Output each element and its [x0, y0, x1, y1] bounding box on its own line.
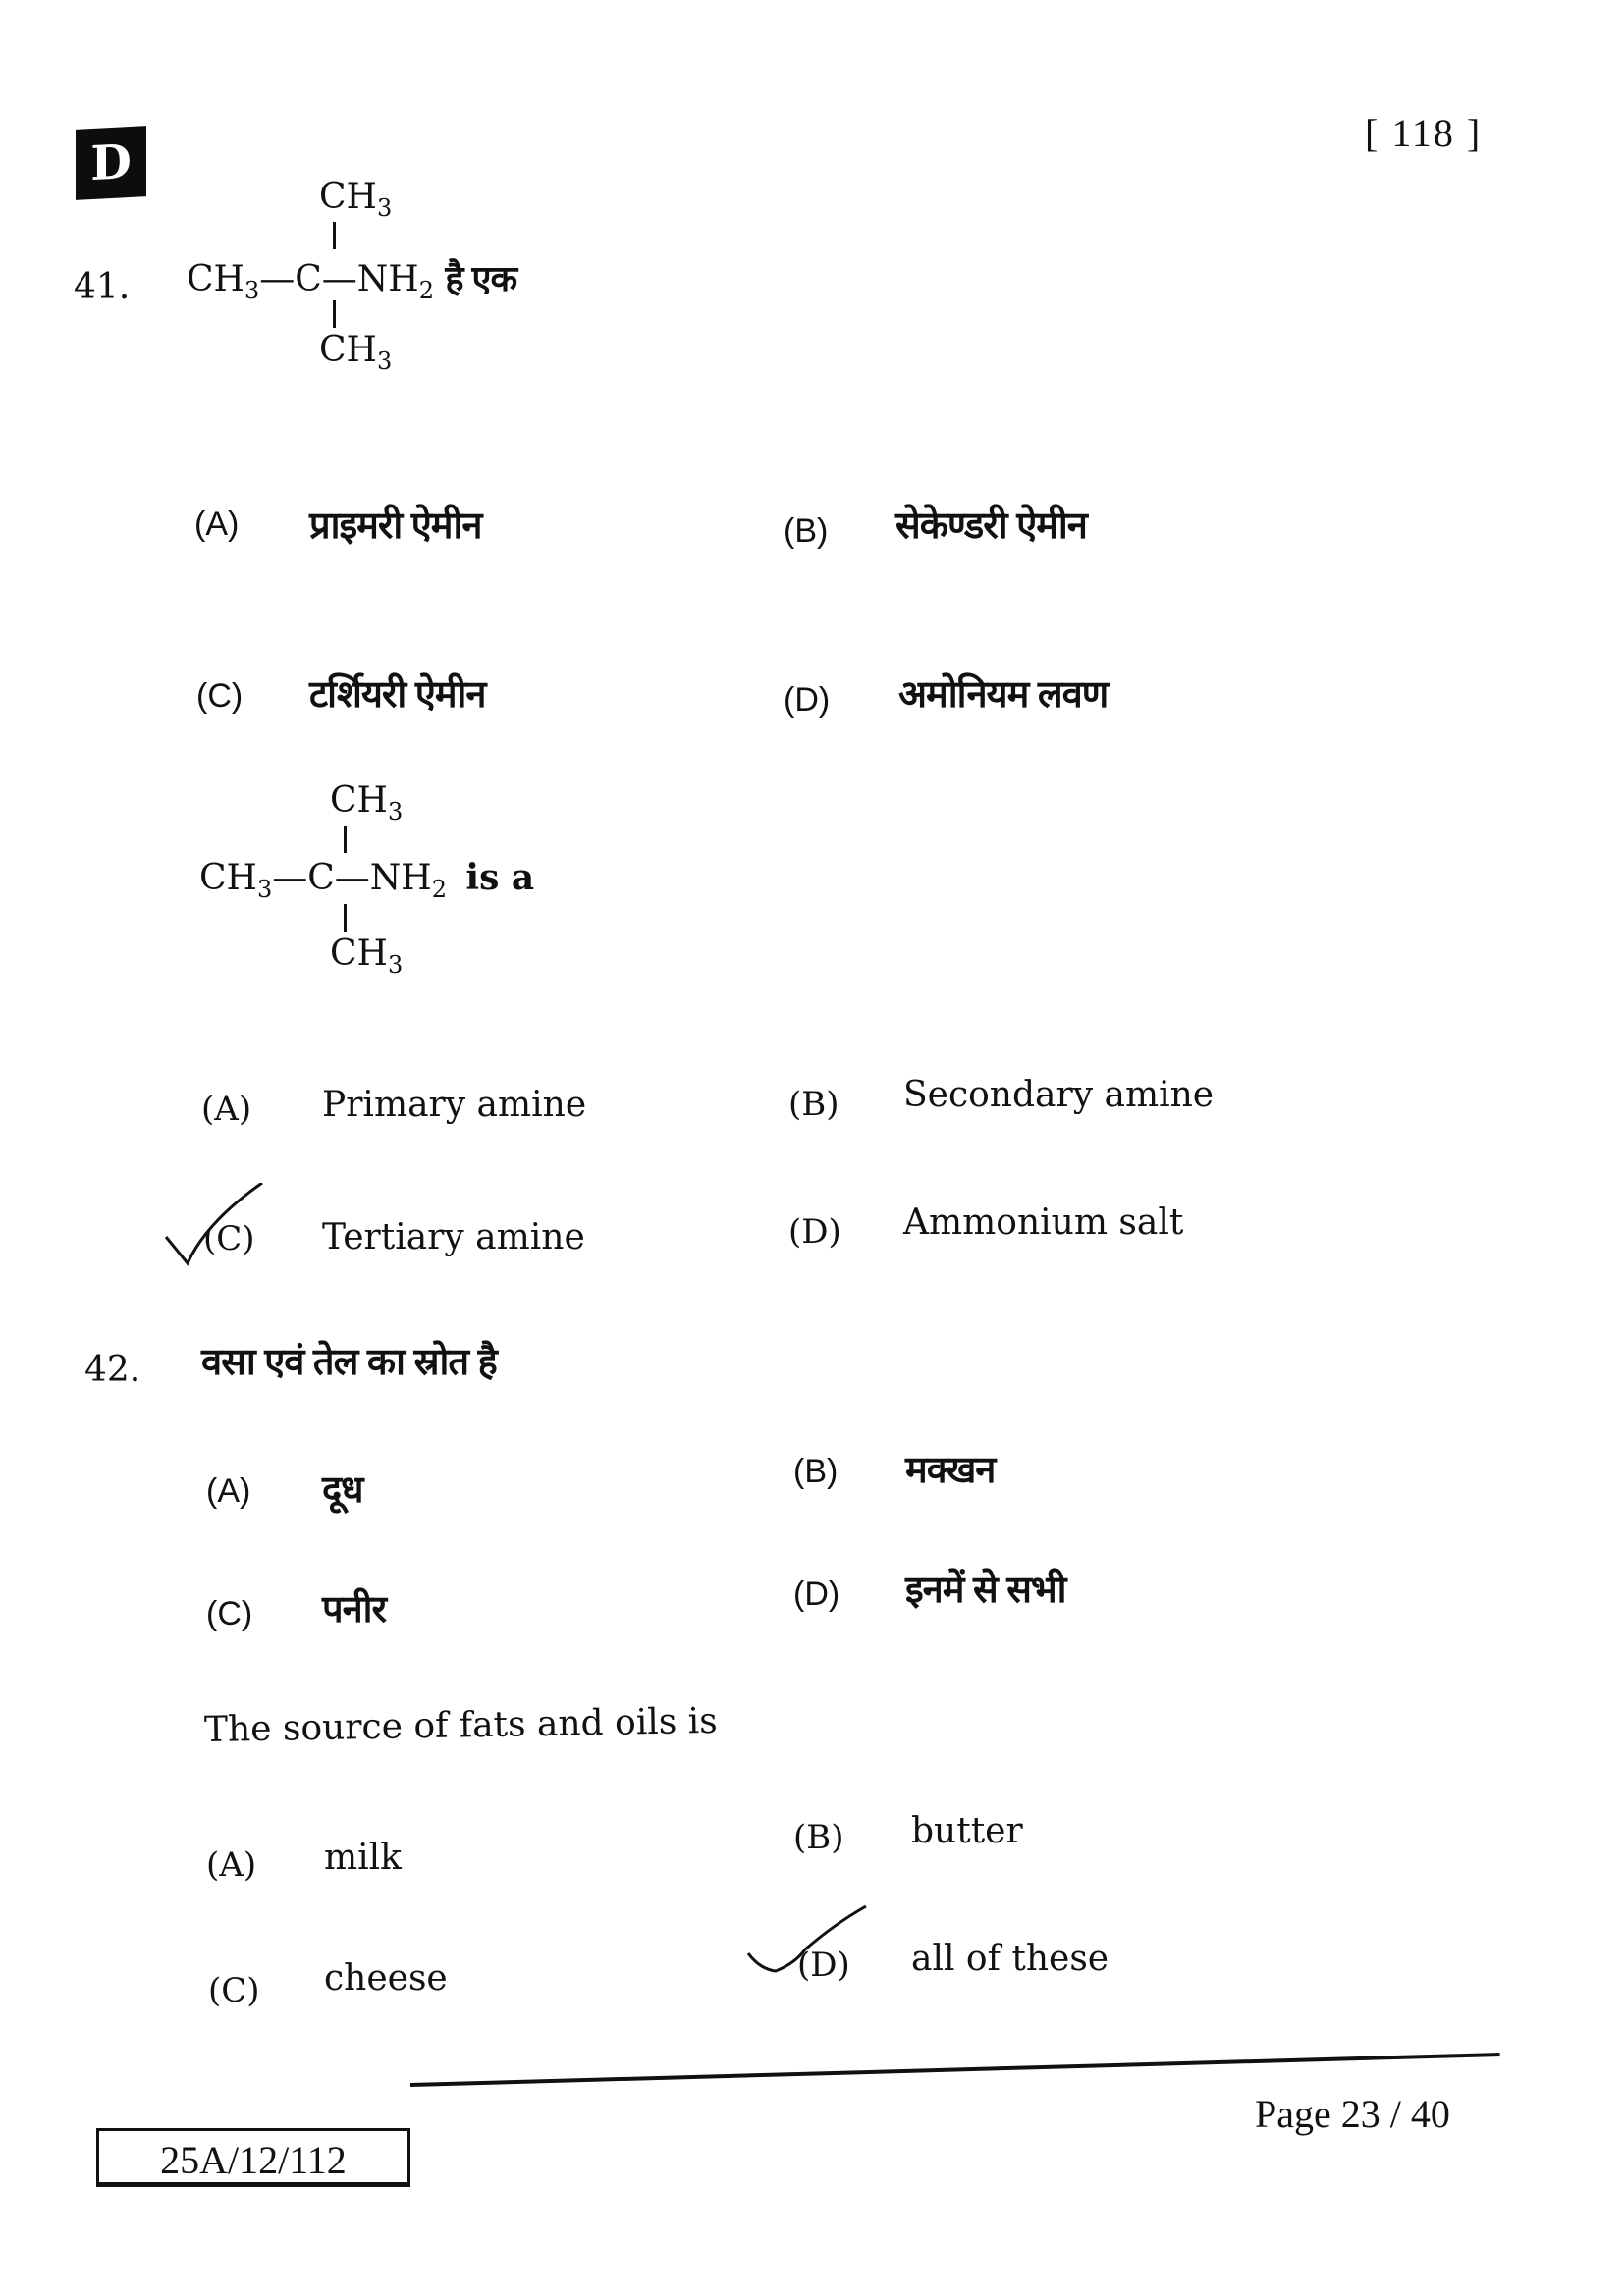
answer-tick-icon: [162, 1183, 270, 1271]
option-text: अमोनियम लवण: [898, 674, 1109, 716]
stem-suffix-hindi: है एक: [445, 258, 517, 298]
footer-divider: [410, 2053, 1500, 2087]
set-label-badge: D: [76, 126, 146, 200]
question-number: 42.: [84, 1350, 141, 1390]
option-text: प्राइमरी ऐमीन: [309, 506, 482, 547]
option-text: पनीर: [322, 1589, 387, 1630]
option-label: (B): [793, 1818, 844, 1857]
option-text: मक्खन: [905, 1450, 996, 1491]
bond-line-bottom: [333, 300, 336, 328]
formula-bottom-group: $CH_3$: [330, 934, 404, 979]
formula-main-chain: $CH_3—C—NH_2$ is a: [199, 857, 535, 903]
option-label: (C): [196, 677, 244, 715]
option-text: दूध: [322, 1469, 363, 1511]
option-text: butter: [911, 1811, 1023, 1851]
formula-top-group: $CH_3$: [330, 780, 404, 826]
question-stem-english: The source of fats and oils is: [203, 1700, 719, 1750]
option-label: (D): [784, 681, 831, 719]
answer-tick-icon: [746, 1904, 874, 1983]
option-text: Primary amine: [322, 1085, 587, 1125]
option-text: इनमें से सभी: [905, 1570, 1066, 1611]
formula-main-chain: $CH_3—C—NH_2$ है एक: [187, 258, 517, 304]
option-label: (A): [206, 1845, 257, 1885]
question-number: 41.: [74, 267, 131, 307]
option-label: (C): [203, 1219, 255, 1258]
page-footer: Page 23 / 40: [1255, 2092, 1450, 2136]
option-text: all of these: [911, 1939, 1110, 1979]
bond-line-bottom: [344, 904, 347, 932]
page-number: [ 118 ]: [1365, 111, 1483, 155]
paper-code: 25A/12/112: [96, 2128, 410, 2187]
option-text: Tertiary amine: [322, 1217, 585, 1257]
structural-formula-hindi: [187, 177, 638, 393]
option-label: (D): [793, 1575, 840, 1613]
formula-top-group: $CH_3$: [319, 177, 393, 222]
option-label: (D): [788, 1212, 841, 1252]
option-label: (A): [201, 1090, 252, 1129]
option-label: (C): [208, 1971, 260, 2010]
bond-line-top: [333, 222, 336, 249]
option-label: (B): [793, 1453, 839, 1490]
option-label: (B): [788, 1085, 839, 1124]
structural-formula-english: [199, 780, 651, 996]
option-text: milk: [324, 1838, 402, 1878]
option-text: Secondary amine: [903, 1075, 1215, 1115]
bond-line-top: [344, 826, 347, 853]
option-text: टर्शियरी ऐमीन: [309, 674, 486, 716]
option-label: (B): [784, 512, 829, 550]
option-text: सेकेण्डरी ऐमीन: [895, 506, 1087, 547]
question-stem-hindi: वसा एवं तेल का स्रोत है: [201, 1342, 497, 1383]
formula-bottom-group: $CH_3$: [319, 330, 393, 375]
option-label: (D): [797, 1946, 850, 1985]
option-label: (A): [206, 1472, 251, 1510]
stem-suffix-english: is a: [465, 857, 535, 898]
option-label: (A): [194, 506, 240, 543]
option-text: Ammonium salt: [903, 1202, 1184, 1243]
option-text: cheese: [324, 1958, 448, 1999]
option-label: (C): [206, 1595, 253, 1632]
